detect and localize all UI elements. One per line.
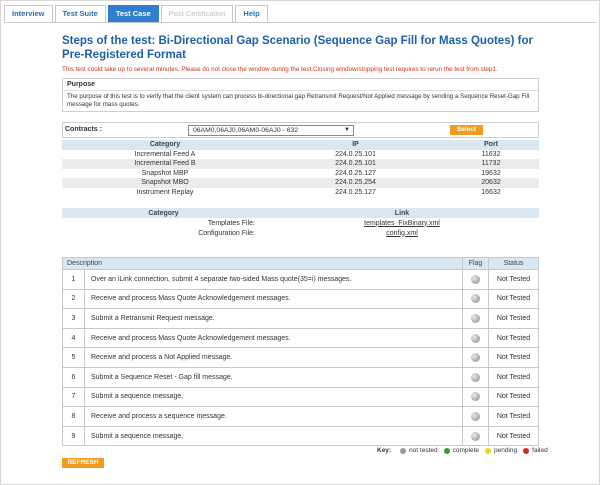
page-title: Steps of the test: Bi-Directional Gap Scenario (Sequence Gap Fill for Mass Quotes) for Pre-Registered Format xyxy=(62,35,533,61)
table-row xyxy=(62,159,539,169)
key-failed: failed xyxy=(532,447,548,454)
feed-port: 19632 xyxy=(481,169,501,177)
steps-header-description: Description xyxy=(63,258,463,270)
step-description: Receive and process Mass Quote Acknowledgement messages. xyxy=(85,289,463,309)
step-flag xyxy=(463,387,489,407)
feed-category: Incremental Feed A xyxy=(134,150,196,158)
step-description: Over an iLink connection, submit 4 separate two-sided Mass quote(35=i) messages. xyxy=(85,270,463,290)
table-row xyxy=(63,348,539,368)
status-dot-icon xyxy=(471,412,480,421)
links-header-category: Category xyxy=(62,208,265,218)
steps-header-status: Status xyxy=(489,258,539,270)
links-header-row xyxy=(62,208,539,218)
feed-category: Snapshot MBP xyxy=(141,169,189,177)
status-dot-icon xyxy=(471,275,480,284)
tab-help[interactable]: Help xyxy=(235,5,267,22)
feed-port: 11732 xyxy=(443,159,539,169)
step-description: Submit a Sequence Reset - Gap fill message. xyxy=(85,367,463,387)
refresh-button[interactable]: REFRESH xyxy=(62,458,104,468)
not-tested-dot-icon xyxy=(400,448,406,454)
links-table xyxy=(62,208,539,238)
step-number: 7 xyxy=(63,387,85,407)
feed-ip: 224.0.25.127 xyxy=(335,169,376,177)
feeds-header-row xyxy=(62,140,539,150)
step-description: Receive and process a Not Applied message. xyxy=(85,348,463,368)
table-row xyxy=(63,407,539,427)
key-complete: complete xyxy=(452,447,480,454)
table-row xyxy=(62,218,539,228)
steps-table xyxy=(62,257,539,446)
step-number: 1 xyxy=(63,270,85,290)
purpose-title: Purpose xyxy=(63,79,538,91)
tab-bar xyxy=(4,5,268,22)
status-dot-icon xyxy=(471,353,480,362)
step-flag xyxy=(463,426,489,446)
step-description: Submit a sequence message. xyxy=(85,426,463,446)
key-label: Key: xyxy=(377,447,392,454)
feed-ip: 224.0.25.101 xyxy=(335,150,376,158)
feed-category: Snapshot MBO xyxy=(62,178,268,188)
step-number: 2 xyxy=(63,289,85,309)
contracts-select-value: 06AM0,06AJ0,06AM0-06AJ0 - 632 xyxy=(193,127,299,134)
purpose-text: The purpose of this test is to verify that the client system can process bi-directional gap Retransmit Request/Not Applied message by sending a Sequence Reset-Gap Fill message for mass quotes. xyxy=(67,93,530,108)
step-flag xyxy=(463,289,489,309)
tab-post-certification: Post Certification xyxy=(161,5,234,22)
step-status: Not Tested xyxy=(489,309,539,329)
step-description: Submit a sequence message. xyxy=(85,387,463,407)
templates-file-link[interactable]: templates_FixBinary.xml xyxy=(364,219,440,227)
feed-ip: 224.0.25.254 xyxy=(268,178,443,188)
step-status: Not Tested xyxy=(489,407,539,427)
tab-divider xyxy=(4,22,596,23)
step-status: Not Tested xyxy=(489,367,539,387)
link-category: Templates File: xyxy=(207,219,255,227)
step-status: Not Tested xyxy=(489,270,539,290)
contracts-label: Contracts : xyxy=(65,126,102,133)
step-flag xyxy=(463,348,489,368)
step-flag xyxy=(463,328,489,348)
feed-category: Incremental Feed B xyxy=(62,159,268,169)
feeds-header-port: Port xyxy=(443,140,539,150)
select-button[interactable]: Select xyxy=(450,125,483,135)
status-dot-icon xyxy=(471,392,480,401)
warning-text: This test could take up to several minutes. Please do not close the window during the test.Closing window/stopping test requires to rerun the test from step1. xyxy=(62,66,498,73)
step-number: 4 xyxy=(63,328,85,348)
status-dot-icon xyxy=(471,373,480,382)
feed-port: 11632 xyxy=(481,150,501,158)
table-row xyxy=(63,367,539,387)
key-not-tested: not tested xyxy=(409,447,438,454)
feeds-header-category: Category xyxy=(62,140,268,150)
table-row xyxy=(62,228,539,238)
step-flag xyxy=(463,367,489,387)
feeds-header-ip: IP xyxy=(268,140,443,150)
table-row xyxy=(62,169,539,179)
contracts-select[interactable] xyxy=(188,125,354,136)
step-description: Receive and process Mass Quote Acknowledgement messages. xyxy=(85,328,463,348)
step-number: 6 xyxy=(63,367,85,387)
table-row xyxy=(62,188,539,198)
table-row xyxy=(63,270,539,290)
feed-ip: 224.0.25.127 xyxy=(335,188,376,196)
feed-port: 16632 xyxy=(481,188,501,196)
table-row xyxy=(63,289,539,309)
config-file-link[interactable]: config.xml xyxy=(386,229,418,237)
table-row xyxy=(62,178,539,188)
step-description: Receive and process a sequence message. xyxy=(85,407,463,427)
step-status: Not Tested xyxy=(489,426,539,446)
table-row xyxy=(63,309,539,329)
step-flag xyxy=(463,309,489,329)
table-row xyxy=(63,328,539,348)
step-status: Not Tested xyxy=(489,289,539,309)
purpose-panel xyxy=(62,78,539,112)
link-cell xyxy=(265,228,539,238)
step-status: Not Tested xyxy=(489,348,539,368)
step-number: 5 xyxy=(63,348,85,368)
step-status: Not Tested xyxy=(489,328,539,348)
tab-interview[interactable]: Interview xyxy=(4,5,53,22)
step-flag xyxy=(463,270,489,290)
feeds-table xyxy=(62,140,539,197)
status-dot-icon xyxy=(471,334,480,343)
steps-header-flag: Flag xyxy=(463,258,489,270)
status-dot-icon xyxy=(471,294,480,303)
link-category: Configuration File: xyxy=(198,229,255,237)
step-flag xyxy=(463,407,489,427)
table-row xyxy=(63,387,539,407)
table-row xyxy=(62,150,539,160)
step-number: 3 xyxy=(63,309,85,329)
feed-port: 20632 xyxy=(443,178,539,188)
status-dot-icon xyxy=(471,432,480,441)
step-number: 8 xyxy=(63,407,85,427)
step-number: 9 xyxy=(63,426,85,446)
link-cell xyxy=(265,218,539,228)
step-status: Not Tested xyxy=(489,387,539,407)
links-header-link: Link xyxy=(265,208,539,218)
table-row xyxy=(63,426,539,446)
status-dot-icon xyxy=(471,314,480,323)
tab-test-suite[interactable]: Test Suite xyxy=(55,5,106,22)
key-pending: pending xyxy=(494,447,518,454)
complete-dot-icon xyxy=(444,448,450,454)
failed-dot-icon xyxy=(523,448,529,454)
feed-ip: 224.0.25.101 xyxy=(268,159,443,169)
pending-dot-icon xyxy=(485,448,491,454)
steps-header-row xyxy=(63,258,539,270)
tab-test-case[interactable]: Test Case xyxy=(108,5,159,22)
contracts-bar xyxy=(62,122,539,138)
chevron-down-icon: ▼ xyxy=(344,127,350,133)
step-description: Submit a Retransmit Request message. xyxy=(85,309,463,329)
status-key xyxy=(377,447,548,454)
feed-category: Instrument Replay xyxy=(136,188,194,196)
